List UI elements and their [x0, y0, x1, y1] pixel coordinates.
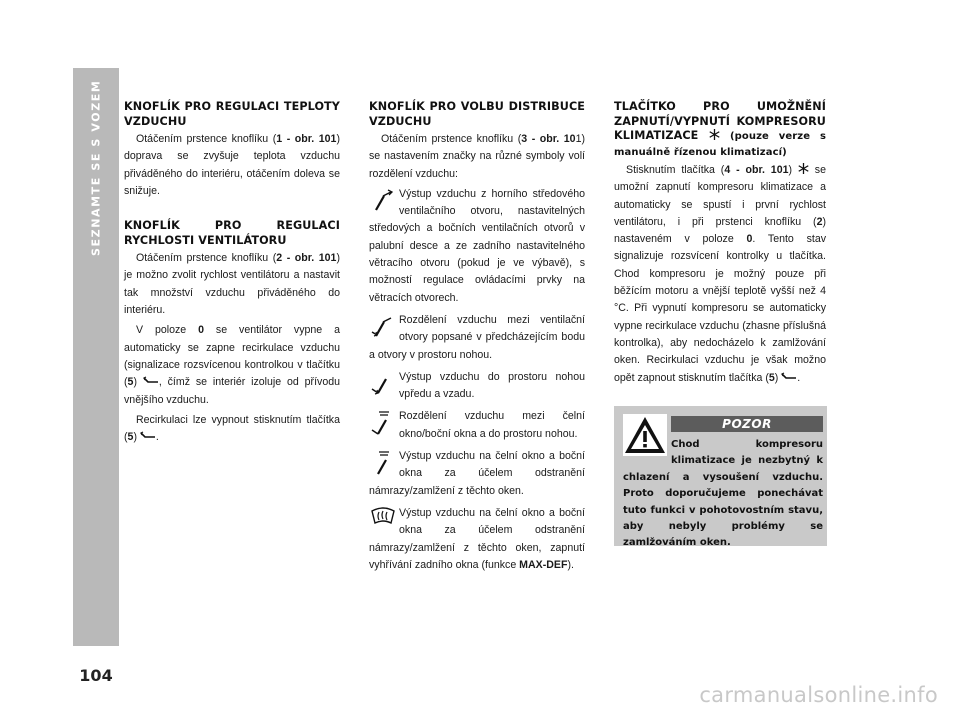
column-2	[369, 100, 585, 579]
warning-label: POZOR	[671, 416, 823, 432]
watermark: carmanualsonline.info	[699, 683, 938, 707]
paragraph-temperature: Otáčením prstence knoflíku (1 - obr. 101) doprava se zvyšuje teplota vzduchu přiváděného do interiéru, otáčením doleva se snižuje.	[124, 133, 340, 197]
snowflake-icon	[709, 129, 720, 140]
recirculation-icon	[143, 376, 159, 384]
paragraph-recirculation-off: Recirkulaci lze vypnout stisknutím tlačítka (5) .	[124, 413, 340, 444]
heading-fan-speed-knob: KNOFLÍK PRO REGULACI RYCHLOSTI VENTILÁTORU	[124, 219, 340, 247]
max-def-icon	[369, 505, 397, 535]
column-1	[124, 100, 340, 449]
paragraph-fan-off: V poloze 0 se ventilátor vypne a automaticky se zapne recirkulace vzduchu (signalizace rozsvícenou kontrolkou v tlačítku (5) , čímž se interiér izoluje od přívodu vnějšího vzduchu.	[124, 324, 340, 406]
column-3	[614, 100, 826, 390]
mode-max-def: Výstup vzduchu na čelní okno a boční okna za účelem odstranění námrazy/zamlžení z těchto oken, zapnutí vyhřívání zadního okna (funkce MAX-DEF).	[369, 506, 585, 571]
vent-face-feet-icon	[369, 312, 397, 342]
mode-feet: Výstup vzduchu do prostoru nohou vpředu a vzadu.	[369, 369, 585, 404]
vent-windscreen-feet-icon	[369, 408, 397, 438]
mode-windscreen: Výstup vzduchu na čelní okno a boční okna za účelem odstranění námrazy/zamlžení z těchto oken.	[369, 450, 585, 497]
mode-face: Výstup vzduchu z horního středového ventilačního otvoru, nastavitelných středových a bočních ventilačních otvorů v palubní desce a ze zadního nastavitelného větracího otvoru (pokud je ve výbavě), s možností regulace ovládacími prvky na větracích otvorech.	[369, 187, 585, 304]
mode-face-feet: Rozdělení vzduchu mezi ventilační otvory popsané v předcházejícím bodu a otvory v prostoru nohou.	[369, 313, 585, 361]
paragraph-compressor: Stisknutím tlačítka (4 - obr. 101) se umožní zapnutí kompresoru klimatizace a automaticky se spustí i první rychlost ventilátoru, i při prstenci knoflíku (2) nastaveném v poloze 0. Tento stav signalizuje rozsvícení kontrolky u tlačítka. Chod kompresoru je možný pouze při běžícím motoru a vnější teplotě vyšší než 4 °C. Při vypnutí kompresoru se automaticky vypne recirkulace vzduchu (zhasne příslušná kontrolka), aby nedocházelo k zamlžování oken. Recirkulaci vzduchu je však možno opět zapnout stisknutím tlačítka (5) .	[614, 164, 827, 384]
vent-face-icon	[369, 186, 397, 216]
heading-compressor-button: TLAČÍTKO PRO UMOŽNĚNÍ ZAPNUTÍ/VYPNUTÍ KOMPRESORU KLIMATIZACE (pouze verze s manuálně řízenou klimatizací)	[614, 100, 826, 158]
warning-box	[614, 406, 827, 549]
vent-feet-icon	[369, 369, 397, 399]
mode-windscreen-feet: Rozdělení vzduchu mezi čelní okno/boční okna a do prostoru nohou.	[369, 408, 585, 443]
section-sidebar	[73, 68, 119, 685]
section-title: SEZNAMTE SE S VOZEM	[89, 80, 103, 257]
heading-air-distribution-knob: KNOFLÍK PRO VOLBU DISTRIBUCE VZDUCHU	[369, 100, 585, 128]
vent-windscreen-icon	[369, 448, 397, 478]
heading-temperature-knob: KNOFLÍK PRO REGULACI TEPLOTY VZDUCHU	[124, 100, 340, 128]
recirculation-icon	[140, 431, 156, 439]
page-number: 104	[79, 666, 113, 685]
paragraph-distribution-intro: Otáčením prstence knoflíku (3 - obr. 101) se nastavením značky na různé symboly volí rozdělení vzduchu:	[369, 133, 585, 180]
snowflake-icon	[798, 163, 809, 174]
recirculation-icon	[781, 372, 797, 380]
warning-text: Chod kompresoru klimatizace je nezbytný k chlazení a vysoušení vzduchu. Proto doporučujeme ponechávat tuto funkci v pohotovostním stavu, aby nebyly problémy se zamlžováním oken.	[623, 439, 823, 549]
paragraph-fan-speed: Otáčením prstence knoflíku (2 - obr. 101) je možno zvolit rychlost ventilátoru a nastavit tak množství vzduchu přiváděného do interiéru.	[124, 252, 340, 317]
